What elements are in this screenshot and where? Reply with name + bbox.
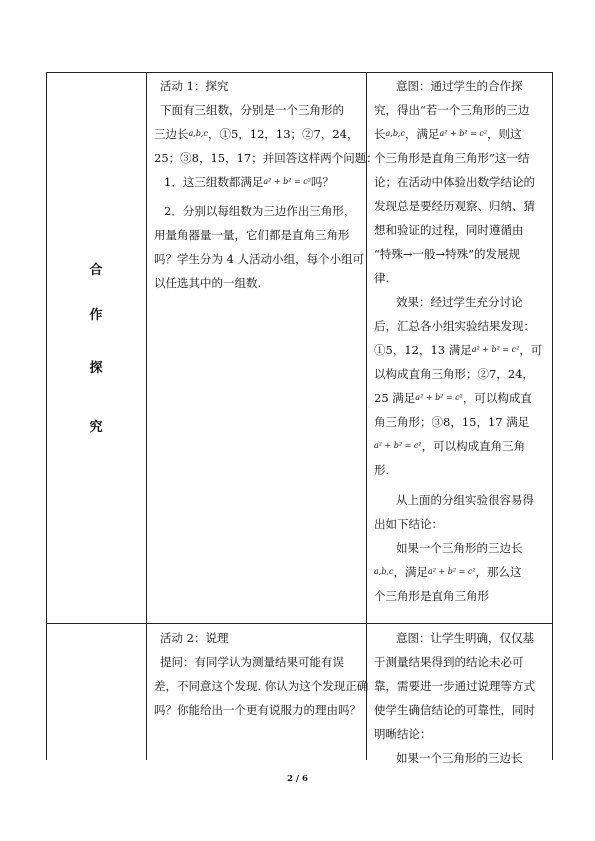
activity2-content [154,626,368,722]
text-line: a² + b² = c²，可以构成直角三角 [374,439,526,453]
text-line: 如果一个三角形的三边长 [396,751,523,765]
math-formula: a² + b² = c² [263,177,311,186]
math-formula: a² + b² = c² [415,393,463,402]
text-line: 以构成直角三角形；②7，24， [374,367,534,381]
text-line: 个三角形是直角三角形 [374,589,489,603]
text-line: 于测量结果得到的结论未必可 [374,655,524,669]
text-line: 25；③8，15，17；并回答这样两个问题： [154,151,378,165]
text-line: 下面有三组数，分别是一个三角形的 [160,103,344,117]
text-line: “特殊→一般→特殊”的发展规 [374,247,521,261]
text-line: 使学生确信结论的可靠性，同时 [374,703,535,717]
section-char-2: 作 [89,308,103,323]
text-line: 长a,b,c，满足a² + b² = c²，则这 [374,127,522,141]
text-line: 效果：经过学生充分讨论 [396,295,523,309]
math-formula: a,b,c [385,129,405,138]
table-top-border [46,72,553,73]
math-formula: a,b,c [374,567,394,576]
text-line: 想和验证的过程，同时遵循由 [374,223,524,237]
text-line: 三边长a,b,c，①5，12，13；②7，24， [154,127,359,141]
text-line: 2．分别以每组数为三边作出三角形， [164,204,356,218]
text-line: ①5，12，13 满足a² + b² = c²，可 [374,343,543,357]
text-line: 究，得出“若一个三角形的三边 [374,103,530,117]
math-formula: a² + b² = c² [374,441,422,450]
text-line: 出如下结论： [374,517,443,531]
text-line: 吗？学生分为 4 人活动小组，每个小组可 [154,252,365,266]
math-formula: a² + b² = c² [471,345,520,354]
text-line: 个三角形是直角三角形”这一结 [374,151,530,165]
math-formula: a,b,c [188,129,208,138]
text-line: 吗？你能给出一个更有说服力的理由吗？ [154,703,361,717]
activity1-title: 活动 1：探究 [160,79,229,93]
text-line: 形. [374,463,390,477]
column-divider-1 [146,72,147,760]
text-line: 提问：有同学认为测量结果可能有误 [160,655,344,669]
text-line: 意图：通过学生的合作探 [396,79,523,93]
text-line: 后，汇总各小组实验结果发现： [374,319,535,333]
text-line: 从上面的分组实验很容易得 [396,493,534,507]
page-number: 2 / 6 [287,774,308,784]
activity1-notes [374,74,542,608]
text-line: 1．这三组数都满足a² + b² = c²吗？ [164,175,334,189]
activity1-content [154,74,378,295]
section-char-3: 探 [89,361,103,376]
text-line: 角三角形；③8，15，17 满足 [374,415,530,429]
text-line: a,b,c，满足a² + b² = c²，那么这 [374,565,522,579]
activity2-notes [374,626,535,770]
text-line: 发现总是要经历观察、归纳、猜 [374,199,535,213]
text-line: 意图：让学生明确，仅仅基 [396,631,534,645]
section-char-1: 合 [89,263,103,278]
math-formula: a² + b² = c² [427,567,476,576]
math-formula: a² + b² = c² [439,129,488,138]
text-line: 明晰结论： [374,727,432,741]
text-line: 靠，需要进一步通过说理等方式 [374,679,535,693]
text-line: 律. [374,271,390,285]
table-right-border [552,72,553,760]
text-line: 以任选其中的一组数. [154,276,262,290]
activity2-title: 活动 2：说理 [160,631,229,645]
text-line: 论；在活动中体验出数学结论的 [374,175,535,189]
text-line: 25 满足a² + b² = c²，可以构成直 [374,391,532,405]
text-line: 如果一个三角形的三边长 [396,541,523,555]
section-char-4: 究 [89,420,103,435]
row-divider [46,623,553,624]
text-line: 用量角器量一量，它们都是直角三角形 [154,228,350,242]
text-line: 差，不同意这个发现. 你认为这个发现正确 [154,679,369,693]
